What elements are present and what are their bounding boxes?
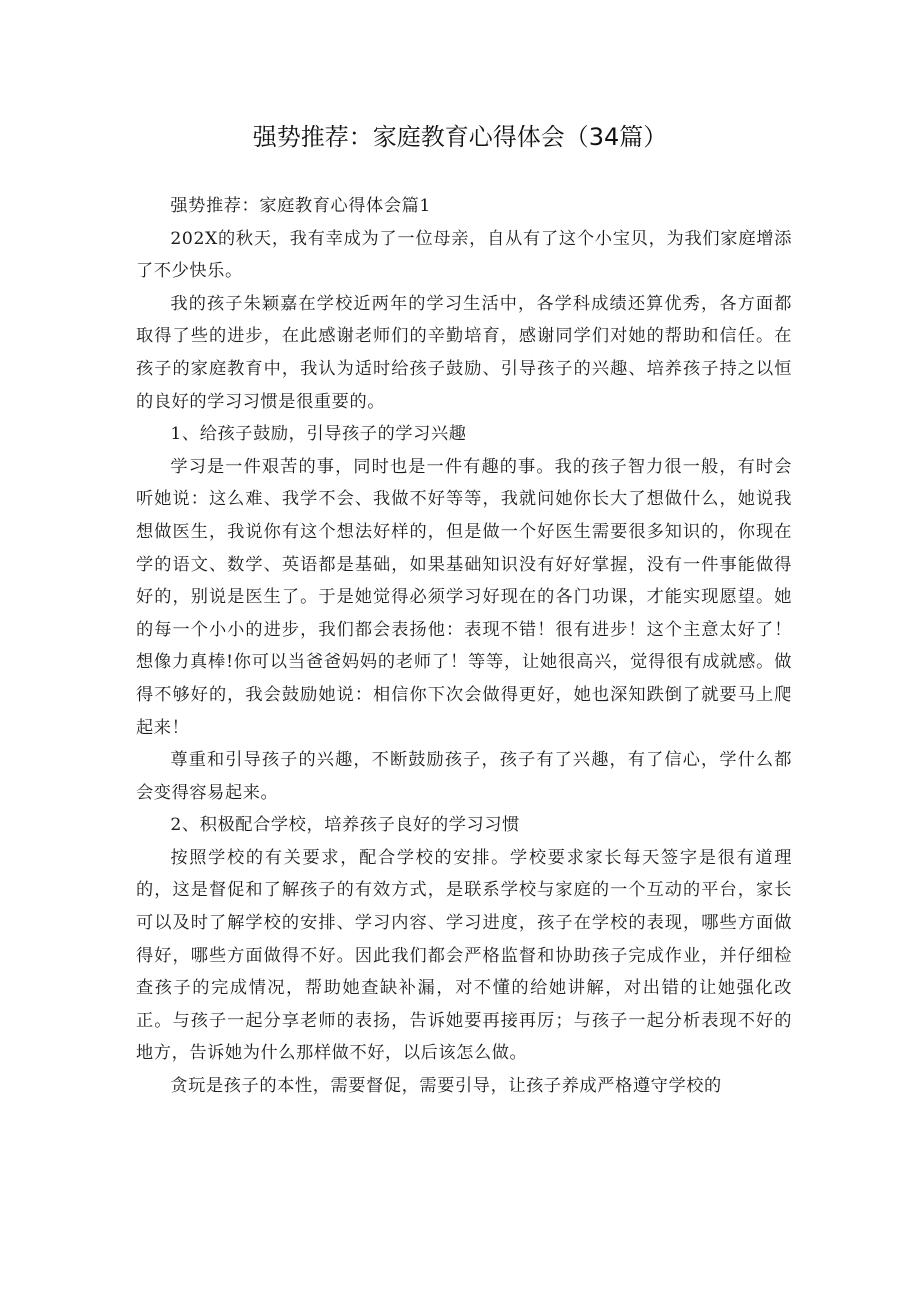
section-heading: 强势推荐：家庭教育心得体会篇1 <box>170 196 431 216</box>
document-title: 强势推荐：家庭教育心得体会（34篇） <box>252 123 668 151</box>
paragraph: 学习是一件艰苦的事，同时也是一件有趣的事。我的孩子智力很一般，有时会听她说：这么难、我学不会、我做不好等等，我就问她你长大了想做什么，她说我想做医生，我说你有这个想法好样的，但是做一个好医生需要很多知识的，你现在学的语文、数学、英语都是基础，如果基础知识没有好好掌握，没有一件事能做得好的，别说是医生了。于是她觉得必须学习好现在的各门功课，才能实现愿望。她的每一个小小的进步，我们都会表扬他：表现不错！很有进步！这个主意太好了！想像力真棒!你可以当爸爸妈妈的老师了！等等，让她很高兴，觉得很有成就感。做得不够好的，我会鼓励她说：相信你下次会做得更好，她也深知跌倒了就要马上爬起来！ <box>136 456 792 738</box>
paragraph: 202X的秋天，我有幸成为了一位母亲，自从有了这个小宝贝，为我们家庭增添了不少快乐。 <box>136 228 792 282</box>
paragraph: 我的孩子朱颖嘉在学校近两年的学习生活中，各学科成绩还算优秀，各方面都取得了些的进步，在此感谢老师们的辛勤培育，感谢同学们对她的帮助和信任。在孩子的家庭教育中，我认为适时给孩子鼓励、引导孩子的兴趣、培养孩子持之以恒的良好的学习习惯是很重要的。 <box>136 293 792 412</box>
paragraph: 贪玩是孩子的本性，需要督促，需要引导，让孩子养成严格遵守学校的 <box>170 1076 722 1097</box>
document-body <box>136 190 792 1103</box>
paragraph: 按照学校的有关要求，配合学校的安排。学校要求家长每天签字是很有道理的，这是督促和了解孩子的有效方式，是联系学校与家庭的一个互动的平台，家长可以及时了解学校的安排、学习内容、学习进度，孩子在学校的表现，哪些方面做得好，哪些方面做得不好。因此我们都会严格监督和协助孩子完成作业，并仔细检查孩子的完成情况，帮助她查缺补漏，对不懂的给她讲解，对出错的让她强化改正。与孩子一起分享老师的表扬，告诉她要再接再厉；与孩子一起分析表现不好的地方，告诉她为什么那样做不好，以后该怎么做。 <box>136 847 792 1064</box>
paragraph: 尊重和引导孩子的兴趣，不断鼓励孩子，孩子有了兴趣，有了信心，学什么都会变得容易起来。 <box>136 750 792 803</box>
subsection-heading: 2、积极配合学校，培养孩子良好的学习习惯 <box>170 815 520 836</box>
subsection-heading: 1、给孩子鼓励，引导孩子的学习兴趣 <box>170 424 467 445</box>
